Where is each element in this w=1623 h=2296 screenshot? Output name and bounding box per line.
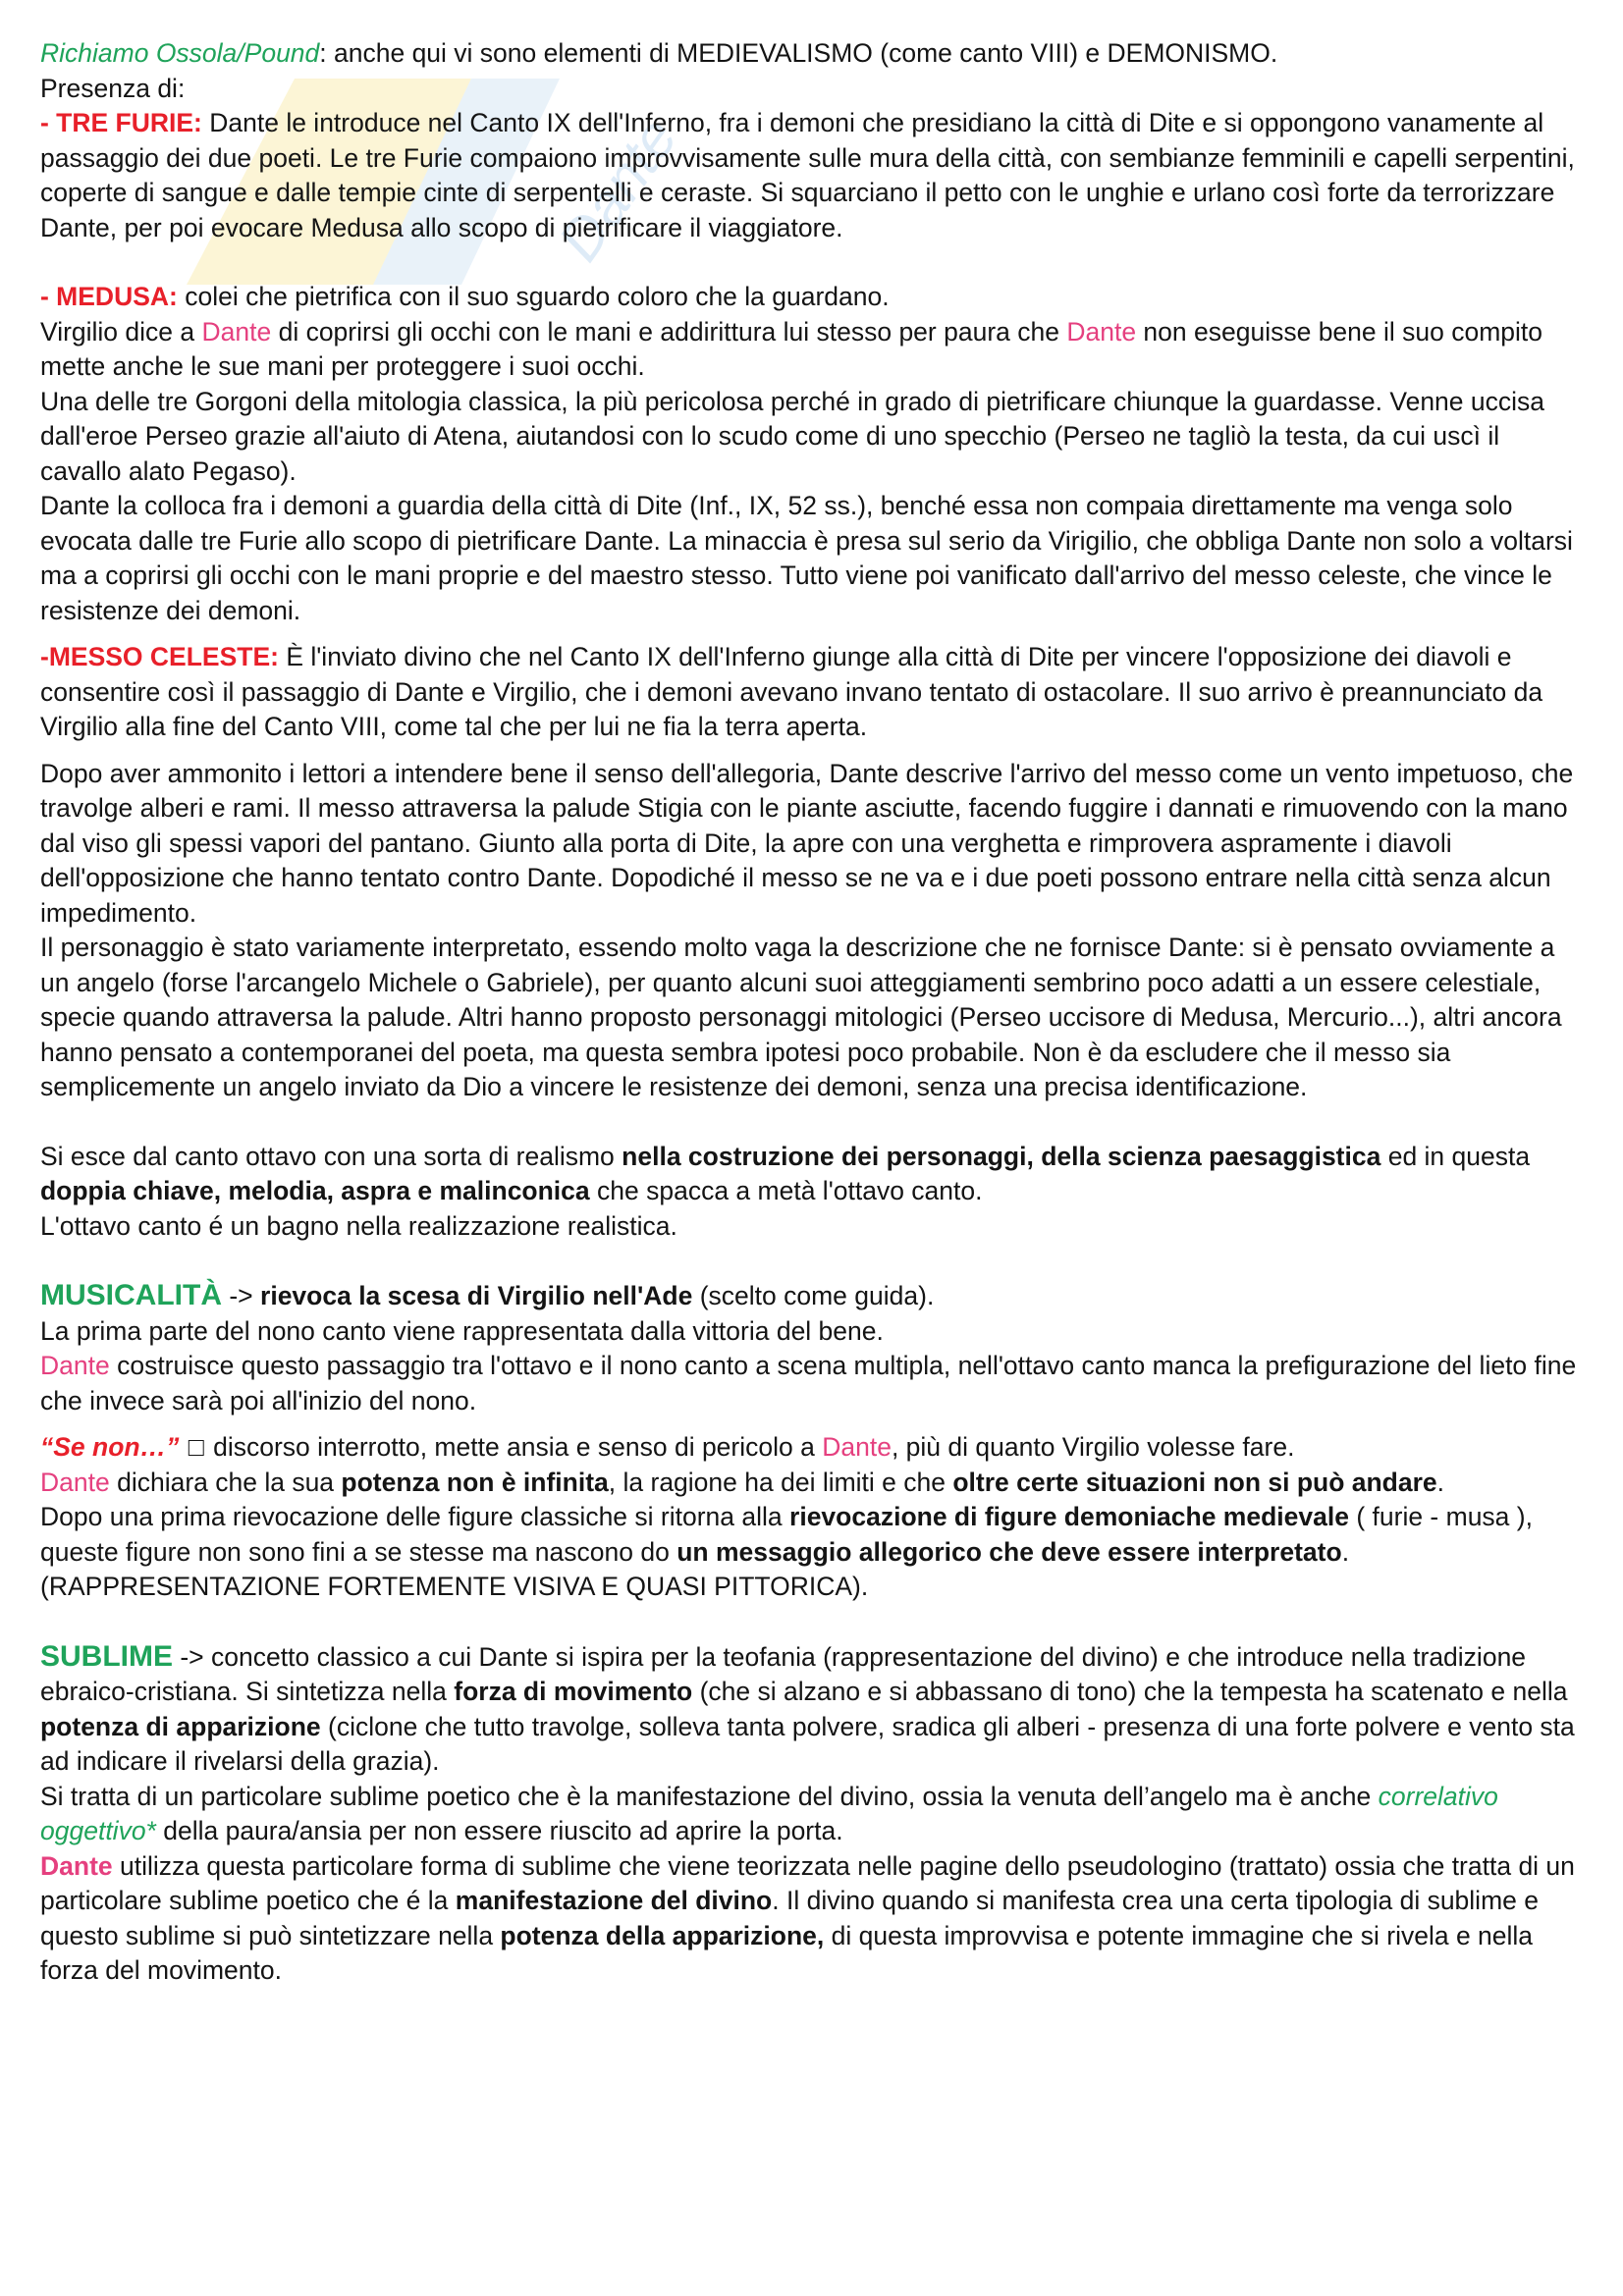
- medusa-label: - MEDUSA:: [40, 282, 178, 311]
- document-body: [40, 36, 1582, 1989]
- dante-highlight: Dante: [40, 1850, 113, 1881]
- intro-ref: Richiamo Ossola/Pound: [40, 38, 320, 68]
- dante-highlight: Dante: [201, 316, 272, 347]
- se-non-quote: “Se non…”: [40, 1432, 180, 1462]
- musicalita-paragraph: MUSICALITÀ -> rievoca la scesa di Virgilio nell'Ade (scelto come guida).: [40, 1279, 935, 1311]
- intro-line: Richiamo Ossola/Pound: anche qui vi sono elementi di MEDIEVALISMO (come canto VIII) e DEMONISMO.: [40, 38, 1278, 68]
- sublime-paragraph-3: Dante utilizza questa particolare forma di sublime che viene teorizzata nelle pagine dello pseudologino (trattato) ossia che tratta di un particolare sublime poetico che é la manifestazione del divino. Il divino quando si manifesta crea una certa tipologia di sublime e questo sublime si può sintetizzare nella potenza della apparizione, di questa improvvisa e potente immagine che si rivela e nella forza del movimento.: [40, 1850, 1575, 1985]
- musicalita-heading: MUSICALITÀ: [40, 1279, 222, 1311]
- furie-paragraph: - TRE FURIE: Dante le introduce nel Canto IX dell'Inferno, fra i demoni che presidiano la città di Dite e si oppongono vanamente al passaggio dei due poeti. Le tre Furie compaiono improvvisamente sulle mura della città, con sembianze femminili e capelli serpentini, coperte di sangue e dalle tempie cinte di serpentelli e ceraste. Si squarciano il petto con le unghie e urlano così forte da terrorizzare Dante, per poi evocare Medusa allo scopo di pietrificare il viaggiatore.: [40, 108, 1575, 242]
- medusa-paragraph: - MEDUSA: colei che pietrifica con il suo sguardo coloro che la guardano.: [40, 282, 890, 311]
- watermark-text: Dante: [545, 105, 690, 273]
- furie-label: - TRE FURIE:: [40, 108, 202, 137]
- dante-highlight: Dante: [822, 1432, 892, 1462]
- messo-paragraph: -MESSO CELESTE: È l'inviato divino che nel Canto IX dell'Inferno giunge alla città di Dite per vincere l'opposizione dei diavoli e consentire così il passaggio di Dante e Virgilio, che i demoni avevano invano tentato di ostacolare. Il suo arrivo è preannunciato da Virgilio alla fine del Canto VIII, come tal che per lui ne fia la terra aperta.: [40, 642, 1543, 741]
- messo-paragraph-2: Dopo aver ammonito i lettori a intendere bene il senso dell'allegoria, Dante descrive l'arrivo del messo come un vento impetuoso, che travolge alberi e rami. Il messo attraversa la palude Stigia con le piante asciutte, facendo fuggire i dannati e rimuovendo con la mano dal viso gli spessi vapori del pantano. Giunto alla porta di Dite, la apre con una verghetta e rimprovera aspramente i diavoli dell'opposizione che hanno tentato contro Dante. Dopodiché il messo se ne va e i due poeti possono entrare nella città senza alcun impedimento.: [40, 758, 1574, 928]
- presenza-line: Presenza di:: [40, 73, 186, 103]
- pittorica-line: (RAPPRESENTAZIONE FORTEMENTE VISIVA E QUASI PITTORICA).: [40, 1572, 869, 1601]
- realismo-line-2: L'ottavo canto é un bagno nella realizzazione realistica.: [40, 1210, 677, 1241]
- correlativo-term: correlativo oggettivo*: [40, 1781, 1498, 1845]
- medusa-paragraph-4: Dante la colloca fra i demoni a guardia della città di Dite (Inf., IX, 52 ss.), benché essa non compaia direttamente ma venga solo evocata dalle tre Furie allo scopo di pietrificare Dante. La minaccia è presa sul serio da Virigilio, che obbliga Dante non solo a voltarsi ma a coprirsi gli occhi con le mani proprie e del maestro stesso. Tutto viene poi vanificato dall'arrivo del messo celeste, che vince le resistenze dei demoni.: [40, 491, 1573, 625]
- messo-paragraph-3: Il personaggio è stato variamente interpretato, essendo molto vaga la descrizione che ne fornisce Dante: si è pensato ovviamente a un angelo (forse l'arcangelo Michele o Gabriele), per quanto alcuni suoi atteggiamenti sembrino poco adatti a un essere celestiale, specie quando attraversa la palude. Altri hanno proposto personaggi mitologici (Perseo uccisore di Medusa, Mercurio...), altri ancora hanno pensato a contemporanei del poeta, ma questa sembra ipotesi poco probabile. Non è da escludere che il messo sia semplicemente un angelo inviato da Dio a vincere le resistenze dei demoni, senza una precisa identificazione.: [40, 933, 1562, 1101]
- potenza-paragraph: Dante dichiara che la sua potenza non è infinita, la ragione ha dei limiti e che oltre certe situazioni non si può andare.: [40, 1467, 1445, 1497]
- arrow-icon: □: [188, 1432, 204, 1462]
- dante-highlight: Dante: [1066, 316, 1137, 347]
- sublime-paragraph: SUBLIME -> concetto classico a cui Dante si ispira per la teofania (rappresentazione del divino) e che introduce nella tradizione ebraico-cristiana. Si sintetizza nella forza di movimento (che si alzano e si abbassano di tono) che la tempesta ha scatenato e nella potenza di apparizione (ciclone che tutto travolge, solleva tanta polvere, sradica gli alberi - presenza di una forte polvere e vento sta ad indicare il rivelarsi della grazia).: [40, 1639, 1575, 1776]
- dante-highlight: Dante: [40, 1351, 110, 1380]
- musicalita-line-3: Dante costruisce questo passaggio tra l'ottavo e il nono canto a scena multipla, nell'ottavo canto manca la prefigurazione del lieto fine che invece sarà poi all'inizio del nono.: [40, 1351, 1577, 1415]
- musicalita-line-2: La prima parte del nono canto viene rappresentata dalla vittoria del bene.: [40, 1315, 884, 1346]
- sublime-paragraph-2: Si tratta di un particolare sublime poetico che è la manifestazione del divino, ossia la venuta dell’angelo ma è anche correlativo oggettivo* della paura/ansia per non essere riuscito ad aprire la porta.: [40, 1781, 1498, 1845]
- medusa-paragraph-2: Virgilio dice a Dante di coprirsi gli occhi con le mani e addirittura lui stesso per paura che Dante non eseguisse bene il suo compito mette anche le sue mani per proteggere i suoi occhi.: [40, 316, 1543, 381]
- messo-label: -MESSO CELESTE:: [40, 642, 279, 671]
- se-non-paragraph: “Se non…” □ discorso interrotto, mette ansia e senso di pericolo a Dante, più di quanto Virgilio volesse fare.: [40, 1430, 1582, 1466]
- dante-highlight: Dante: [40, 1467, 110, 1497]
- medusa-paragraph-3: Una delle tre Gorgoni della mitologia classica, la più pericolosa perché in grado di pietrificare chiunque la guardasse. Venne uccisa dall'eroe Perseo grazie all'aiuto di Atena, aiutandosi con lo scudo come di uno specchio (Perseo ne tagliò la testa, da cui uscì il cavallo alato Pegaso).: [40, 386, 1545, 486]
- sublime-heading: SUBLIME: [40, 1639, 173, 1673]
- realismo-paragraph: Si esce dal canto ottavo con una sorta di realismo nella costruzione dei personaggi, della scienza paesaggistica ed in questa doppia chiave, melodia, aspra e malinconica che spacca a metà l'ottavo canto.: [40, 1141, 1531, 1205]
- rievocazione-paragraph: Dopo una prima rievocazione delle figure classiche si ritorna alla rievocazione di figure demoniache medievale ( furie - musa ), queste figure non sono fini a se stesse ma nascono do un messaggio allegorico che deve essere interpretato.: [40, 1502, 1533, 1567]
